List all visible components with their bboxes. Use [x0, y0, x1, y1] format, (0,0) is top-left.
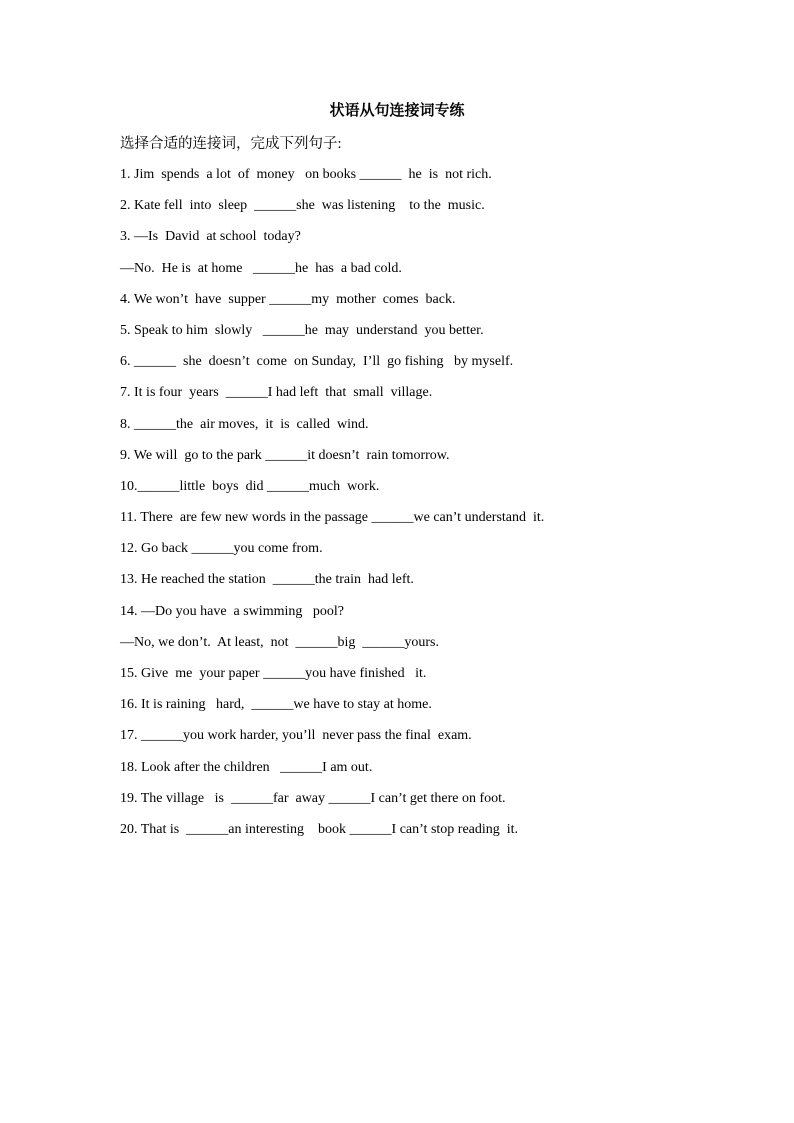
worksheet-title: 状语从句连接词专练 [329, 103, 465, 119]
question-line: 11. There are few new words in the passage ______we can’t understand it. [120, 510, 545, 526]
question-line: —No, we don’t. At least, not ______big ______yours. [120, 634, 440, 650]
question-line: 18. Look after the children ______I am out. [120, 759, 373, 775]
question-line: 1. Jim spends a lot of money on books ______ he is not rich. [120, 167, 492, 182]
question-line: 15. Give me your paper ______you have finished it. [120, 666, 427, 681]
question-line: 9. We will go to the park ______it doesn’t rain tomorrow. [120, 447, 450, 463]
question-line: —No. He is at home ______he has a bad cold. [120, 260, 402, 276]
question-line: 13. He reached the station ______the train had left. [120, 572, 414, 588]
question-line: 4. We won’t have supper ______my mother comes back. [120, 291, 456, 307]
question-line: 7. It is four years ______I had left that small village. [120, 385, 433, 401]
question-line: 2. Kate fell into sleep ______she was listening to the music. [120, 198, 485, 214]
question-line: 16. It is raining hard, ______we have to stay at home. [120, 697, 432, 713]
question-line: 6. ______ she doesn’t come on Sunday, I’ll go fishing by myself. [120, 354, 514, 370]
question-line: 10.______little boys did ______much work. [120, 478, 380, 494]
question-line: 17. ______you work harder, you’ll never pass the final exam. [120, 728, 472, 744]
question-line: 3. —Is David at school today? [120, 229, 301, 245]
question-line: 5. Speak to him slowly ______he may understand you better. [120, 322, 484, 338]
instruction-text: 选择合适的连接词，完成下列句子: [120, 136, 342, 152]
question-line: 8. ______the air moves, it is called wind. [120, 416, 369, 432]
question-line: 20. That is ______an interesting book ______I can’t stop reading it. [120, 821, 519, 837]
question-line: 12. Go back ______you come from. [120, 541, 323, 557]
question-list [120, 164, 544, 850]
question-line: 14. —Do you have a swimming pool? [120, 603, 344, 619]
question-line: 19. The village is ______far away ______I can’t get there on foot. [120, 790, 506, 806]
